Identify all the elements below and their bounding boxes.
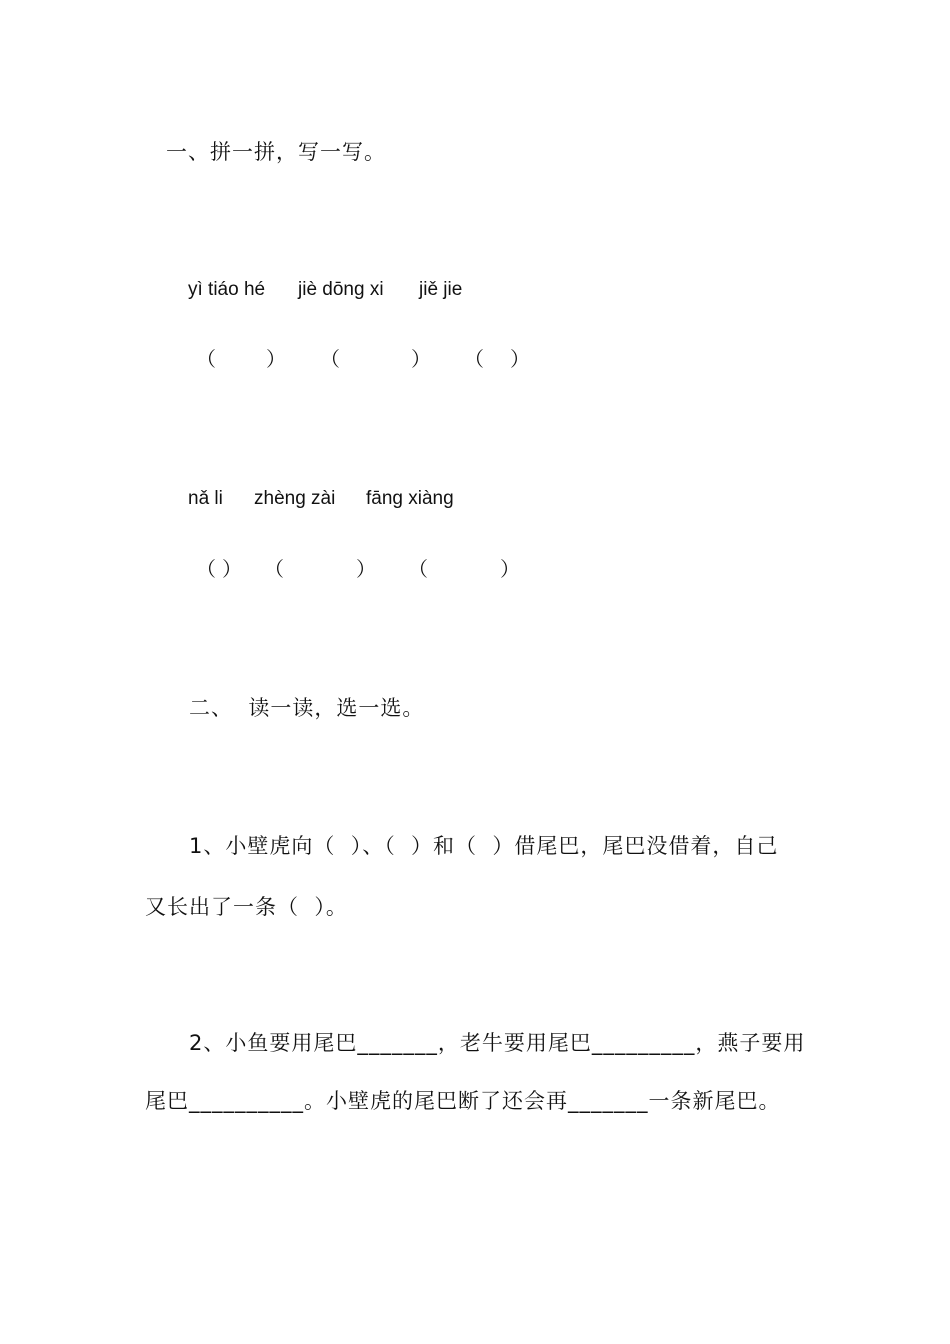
- pinyin-row-2: [188, 489, 588, 513]
- open-paren: （: [264, 557, 284, 581]
- open-paren: （: [196, 347, 216, 371]
- close-paren: ）: [356, 557, 376, 581]
- pinyin-word: nǎ li: [188, 488, 223, 509]
- close-paren: ）: [266, 347, 286, 371]
- pinyin-word: fāng xiàng: [366, 488, 454, 509]
- open-paren: （: [464, 347, 484, 371]
- pinyin-word: jiè dōng xi: [298, 279, 384, 300]
- section1-heading: 一、拼一拼，写一写。: [166, 140, 386, 164]
- pinyin-row-1: [188, 280, 588, 304]
- close-paren: ）: [500, 557, 520, 581]
- open-paren: （: [320, 347, 340, 371]
- open-paren: （: [196, 557, 216, 581]
- close-paren: ）: [411, 347, 431, 371]
- question-2-line-2: 尾巴__________。小壁虎的尾巴断了还会再_______一条新尾巴。: [145, 1089, 781, 1113]
- close-paren: ）: [222, 557, 242, 581]
- question-1-line-2: 又长出了一条（ ）。: [145, 895, 348, 919]
- answer-blanks-row-1: [196, 349, 596, 373]
- pinyin-word: yì tiáo hé: [188, 279, 266, 300]
- answer-blanks-row-2: [196, 559, 596, 583]
- open-paren: （: [408, 557, 428, 581]
- pinyin-word: jiě jie: [419, 279, 463, 300]
- pinyin-word: zhèng zài: [254, 488, 336, 509]
- question-2-line-1: 2、小鱼要用尾巴_______，老牛要用尾巴_________，燕子要用: [189, 1031, 806, 1055]
- question-1-line-1: 1、小壁虎向（ ）、（ ）和（ ）借尾巴，尾巴没借着，自己: [189, 834, 779, 858]
- close-paren: ）: [510, 347, 530, 371]
- section2-heading: 二、 读一读，选一选。: [189, 696, 425, 720]
